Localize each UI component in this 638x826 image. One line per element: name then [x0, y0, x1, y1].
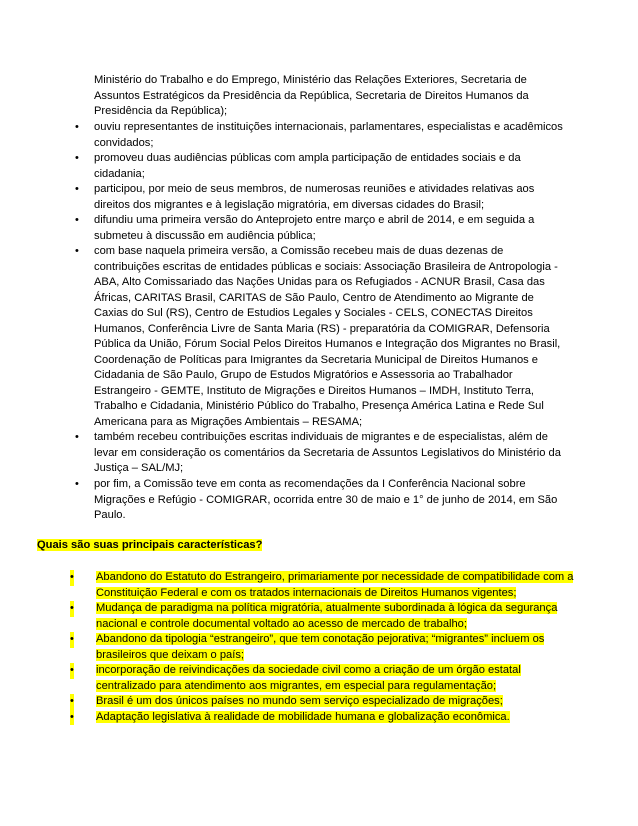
bullet-icon: • [70, 570, 74, 586]
list-item: difundiu uma primeira versão do Anteprojeto entre março e abril de 2014, e em seguida a submeteu à discussão em audiência pública; [94, 214, 535, 242]
characteristics-list [64, 570, 574, 725]
list-item [64, 570, 574, 601]
list-item-text: incorporação de reivindicações da sociedade civil como a criação de um órgão estatal centralizado para atendimento aos migrantes, em especial para regulamentação; [96, 664, 521, 692]
list-item [64, 694, 574, 710]
bullet-icon: • [75, 478, 79, 490]
list-item-text: Adaptação legislativa à realidade de mobilidade humana e globalização econômica. [96, 710, 510, 723]
list-item-text: Abandono da tipologia “estrangeiro”, que tem conotação pejorativa; “migrantes” incluem os brasileiros que deixam o país; [96, 633, 545, 661]
bullet-icon: • [75, 214, 79, 226]
bullet-icon: • [70, 663, 74, 679]
list-item [64, 601, 574, 632]
heading-text: Quais são suas principais características? [37, 539, 263, 551]
bullet-icon: • [70, 632, 74, 648]
bullet-icon: • [75, 431, 79, 443]
list-item: ouviu representantes de instituições internacionais, parlamentares, especialistas e acadêmicos convidados; [94, 121, 563, 149]
list-item: por fim, a Comissão teve em conta as recomendações da I Conferência Nacional sobre Migrações e Refúgio - COMIGRAR, ocorrida entre 30 de maio e 1° de junho de 2014, em São Paulo. [94, 478, 558, 521]
bullet-icon: • [75, 121, 79, 133]
list-item: com base naquela primeira versão, a Comissão recebeu mais de duas dezenas de contribuições escritas de entidades públicas e sociais: Associação Brasileira de Antropologia - ABA, Alto Comissariado das Nações Unidas para os Refugiados - ACNUR Brasil, Casa das Áfricas, CARITAS Brasil, CARITAS de São Paulo, Centro de Atendimento ao Migrante de Caxias do Sul (RS), Centro de Estudios Legales y Sociales - CELS, CONECTAS Direitos Humanos, Conferência Livre de Santa Maria (RS) - preparatória da COMIGRAR, Defensoria Pública da União, Fórum Social Pelos Direitos Humanos e Integração dos Migrantes no Brasil, Coordenação de Políticas para Imigrantes da Secretaria Municipal de Direitos Humanos e Cidadania de São Paulo, Grupo de Estudos Migratórios e Assessoria ao Trabalhador Estrangeiro - GEMTE, Instituto de Migrações e Direitos Humanos – IMDH, Instituto Terra, Trabalho e Cidadania, Ministério Público do Trabalho, Presença América Latina e Rede Sul Americana para as Migrações Ambientais – RESAMA; [94, 245, 561, 428]
list-item [64, 710, 574, 726]
list-item-text: Brasil é um dos únicos países no mundo sem serviço especializado de migrações; [96, 695, 503, 707]
list-item [64, 663, 574, 694]
bullet-icon: • [75, 152, 79, 164]
bullet-icon: • [70, 710, 74, 726]
list-item-text: Abandono do Estatuto do Estrangeiro, primariamente por necessidade de compatibilidade com a Constituição Federal e com os tratados internacionais de Direitos Humanos vigentes; [96, 571, 574, 599]
continuation-paragraph: Ministério do Trabalho e do Emprego, Ministério das Relações Exteriores, Secretaria de Assuntos Estratégicos da Presidência da República, Secretaria de Direitos Humanos da Presidência da República); [94, 74, 529, 117]
list-item-text: Mudança de paradigma na política migratória, atualmente subordinada à lógica da segurança nacional e controle documental voltado ao acesso de mercado de trabalho; [96, 602, 558, 630]
list-item [64, 632, 574, 663]
bullet-icon: • [75, 183, 79, 195]
list-item: promoveu duas audiências públicas com ampla participação de entidades sociais e da cidadania; [94, 152, 521, 180]
section-heading [37, 538, 262, 554]
bullet-icon: • [70, 601, 74, 617]
bullet-icon: • [75, 245, 79, 257]
list-item: também recebeu contribuições escritas individuais de migrantes e de especialistas, além de levar em consideração os comentários da Secretaria de Assuntos Legislativos do Ministério da Justiça – SAL/MJ; [94, 431, 561, 474]
list-item: participou, por meio de seus membros, de numerosas reuniões e atividades relativas aos direitos dos migrantes e à legislação migratória, em diversas cidades do Brasil; [94, 183, 535, 211]
bullet-icon: • [70, 694, 74, 710]
